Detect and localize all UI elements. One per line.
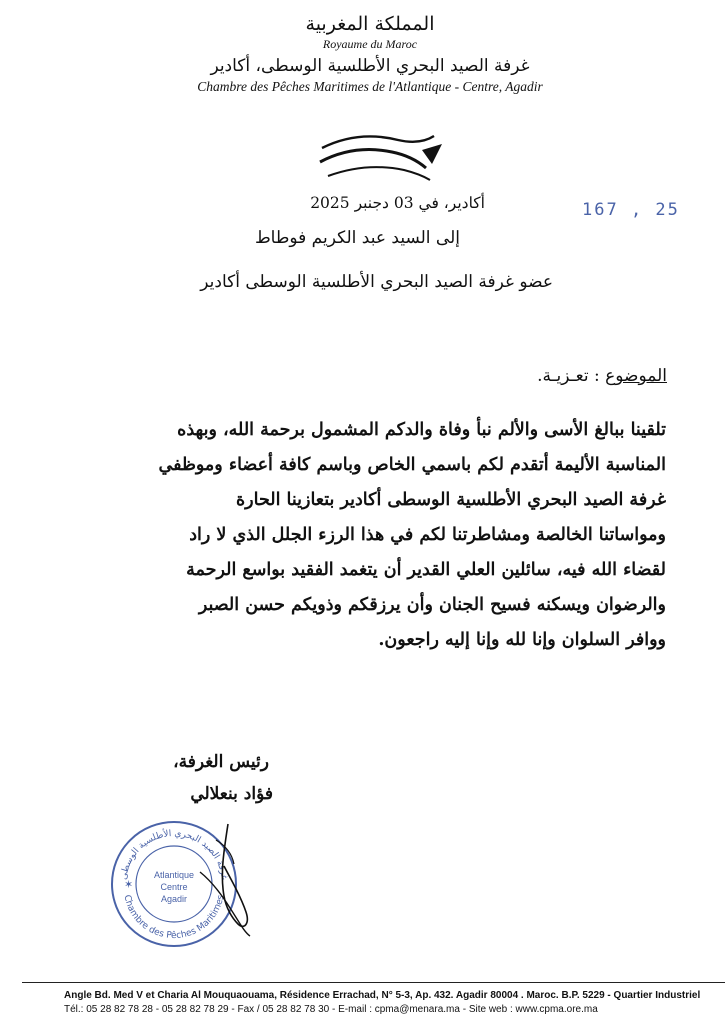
handwritten-signature bbox=[180, 820, 270, 940]
kingdom-name-arabic: المملكة المغربية bbox=[305, 13, 435, 35]
footer-address: Angle Bd. Med V et Charia Al Mouquaouama, Résidence Errachad, N° 5-3, Ap. 432. Agadir 80004 . Maroc. B.P. 5229 - Quartier Industriel bbox=[64, 990, 701, 1001]
body-line: لقضاء الله فيه، سائلين العلي القدير أن يتغمد الفقيد بواسع الرحمة bbox=[186, 560, 666, 580]
footer-divider bbox=[22, 982, 725, 983]
signer-name: فؤاد بنعلالي bbox=[190, 784, 273, 804]
body-line: غرفة الصيد البحري الأطلسية الوسطى أكادير بتعازينا الحارة bbox=[236, 490, 666, 510]
fish-waves-logo-icon bbox=[318, 128, 448, 184]
body-line: ومواساتنا الخالصة ومشاطرتنا لكم في هذا الرزء الجلل الذي لا راد bbox=[189, 525, 666, 545]
body-line: تلقينا ببالغ الأسى والألم نبأ وفاة والدكم المشمول برحمة الله، وبهذه bbox=[177, 420, 666, 440]
stamp-center-line: Atlantique bbox=[153, 870, 195, 880]
body-line: المناسبة الأليمة أتقدم لكم باسمي الخاص وباسم كافة أعضاء وموظفي bbox=[158, 455, 666, 475]
chamber-name-arabic: غرفة الصيد البحري الأطلسية الوسطى، أكادير bbox=[210, 56, 530, 76]
letter-body bbox=[60, 413, 666, 658]
kingdom-name-french: Royaume du Maroc bbox=[322, 37, 418, 51]
star-icon: ✶ bbox=[124, 878, 134, 891]
signer-title: رئيس الغرفة، bbox=[173, 752, 269, 772]
body-line: ووافر السلوان وإنا لله وإنا إليه راجعون. bbox=[378, 630, 666, 650]
stamp-outer-arabic: غرفة الصيد البحري الأطلسية الوسطى bbox=[119, 828, 229, 881]
subject-value: : تعـزيـة. bbox=[537, 366, 600, 386]
footer-contact: Tél.: 05 28 82 78 28 - 05 28 82 78 29 - Fax / 05 28 82 78 30 - E-mail : cpma@menara.ma - Site web : www.cpma.ore.ma bbox=[64, 1004, 598, 1015]
subject-line bbox=[537, 366, 667, 386]
recipient-title: عضو غرفة الصيد البحري الأطلسية الوسطى أكادير bbox=[200, 272, 553, 292]
stamp-center-line: Agadir bbox=[160, 894, 188, 904]
recipient-name: إلى السيد عبد الكريم فوطاط bbox=[254, 228, 460, 248]
subject-label: الموضوع bbox=[605, 366, 667, 386]
stamp-center-line: Centre bbox=[160, 882, 188, 892]
place-and-date: أكادير، في 03 دجنبر 2025 bbox=[310, 194, 485, 212]
stamp-outer-french: Chambre des Pêches Maritimes bbox=[121, 893, 227, 942]
reference-number: 167 , 25 bbox=[582, 200, 680, 220]
letterhead bbox=[160, 12, 580, 96]
chamber-name-french: Chambre des Pêches Maritimes de l'Atlantique - Centre, Agadir bbox=[197, 79, 543, 94]
body-line: والرضوان ويسكنه فسيح الجنان وأن يرزقكم وذويكم حسن الصبر bbox=[198, 595, 666, 615]
